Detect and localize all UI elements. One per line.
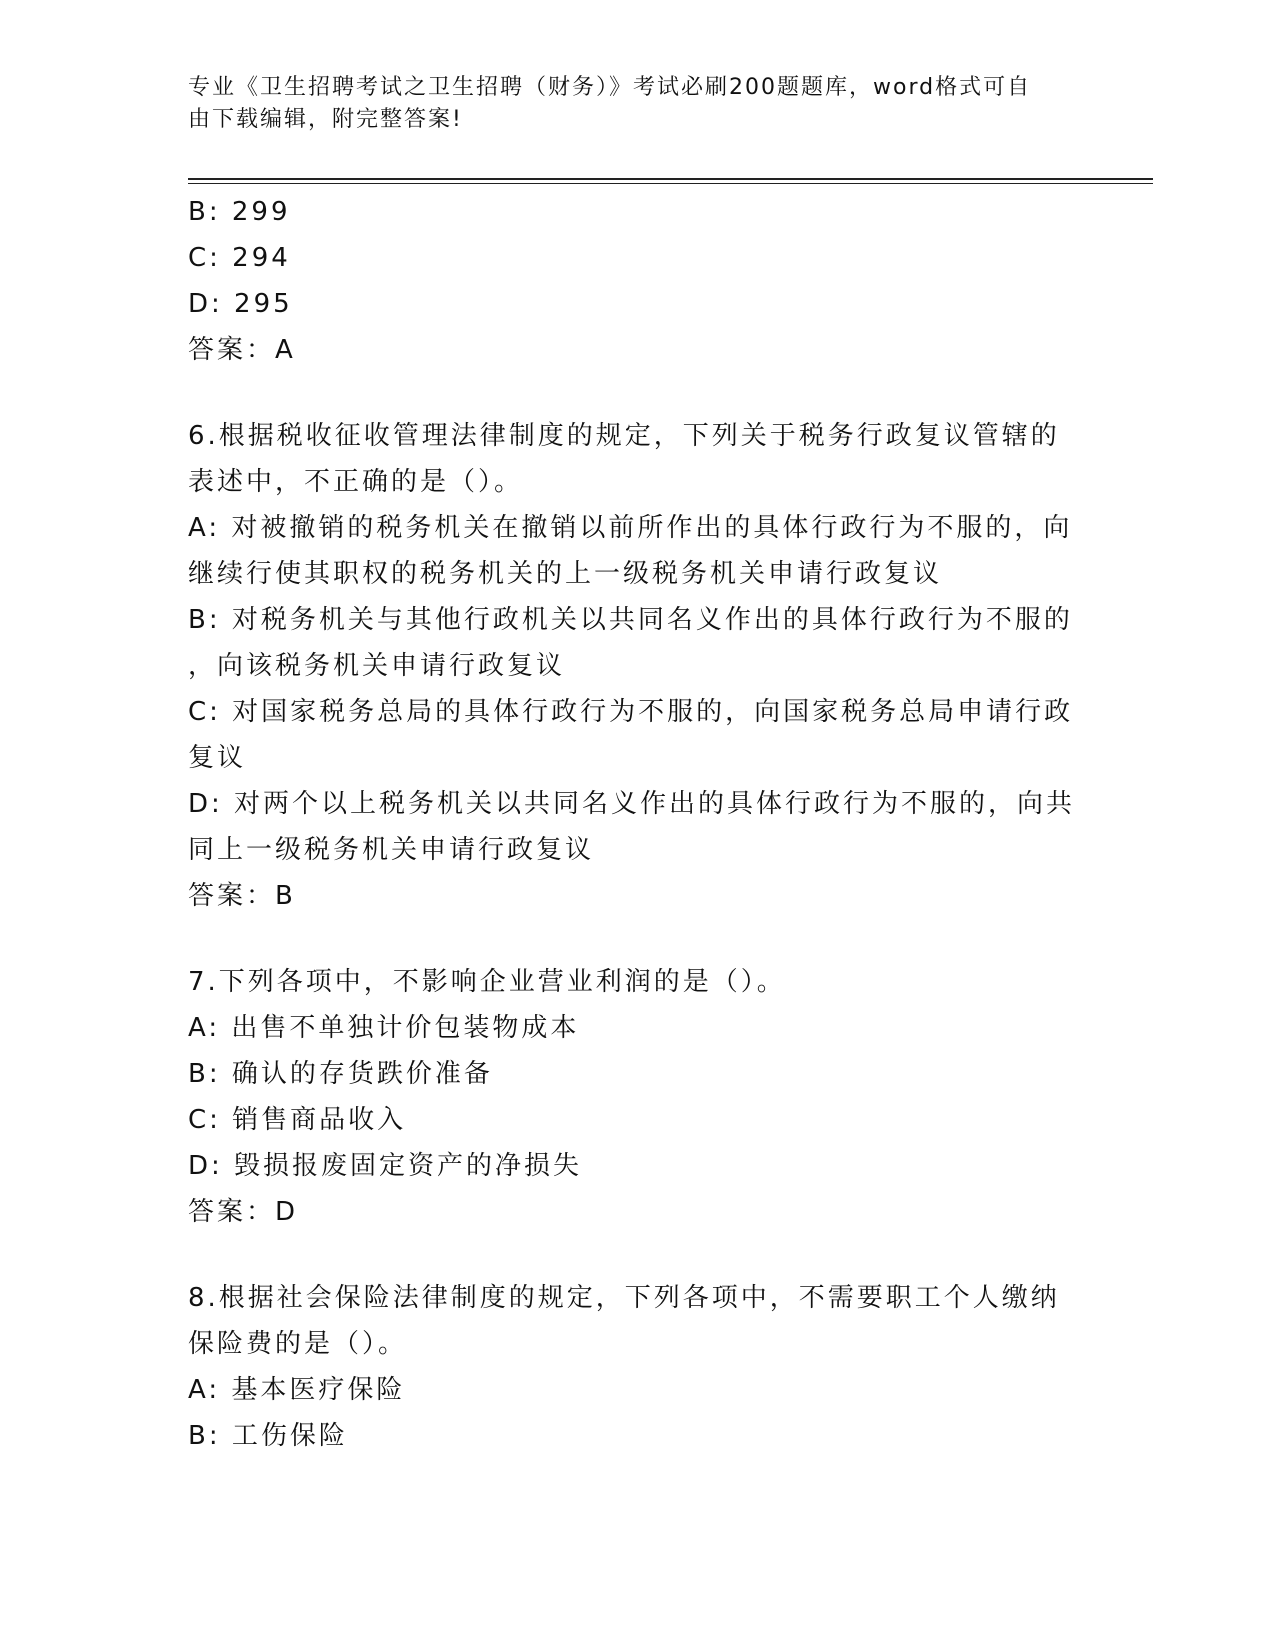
question-8 (188, 1275, 1088, 1459)
question-stem: 保险费的是（）。 (188, 1329, 408, 1359)
option-b-cont: ，向该税务机关申请行政复议 (188, 651, 566, 681)
option-a: A: 出售不单独计价包装物成本 (188, 1013, 580, 1043)
option-b: B: 工伤保险 (188, 1421, 348, 1451)
answer-line: 答案：D (188, 1197, 299, 1227)
option-a-cont: 继续行使其职权的税务机关的上一级税务机关申请行政复议 (188, 559, 943, 589)
page-header (188, 72, 1088, 136)
header-line-2: 由下载编辑，附完整答案! (188, 107, 463, 132)
option-b: B: 对税务机关与其他行政机关以共同名义作出的具体行政行为不服的 (188, 605, 1073, 635)
question-stem: 表述中，不正确的是（）。 (188, 467, 524, 497)
answer-line: 答案：B (188, 881, 296, 911)
question-stem: 6.根据税收征收管理法律制度的规定，下列关于税务行政复议管辖的 (188, 421, 1060, 451)
question-6 (188, 413, 1088, 919)
option-d: D: 295 (188, 289, 293, 319)
question-stem: 7.下列各项中，不影响企业营业利润的是（）。 (188, 967, 786, 997)
option-c: C: 对国家税务总局的具体行政行为不服的，向国家税务总局申请行政 (188, 697, 1074, 727)
option-c: C: 294 (188, 243, 291, 273)
option-b: B: 299 (188, 197, 291, 227)
option-d-cont: 同上一级税务机关申请行政复议 (188, 835, 595, 865)
option-a: A: 基本医疗保险 (188, 1375, 406, 1405)
option-c-cont: 复议 (188, 743, 247, 773)
question-content (188, 189, 1088, 1459)
answer-line: 答案：A (188, 335, 296, 365)
option-b: B: 确认的存货跌价准备 (188, 1059, 493, 1089)
option-d: D: 对两个以上税务机关以共同名义作出的具体行政行为不服的，向共 (188, 789, 1076, 819)
header-divider (188, 178, 1153, 184)
option-a: A: 对被撤销的税务机关在撤销以前所作出的具体行政行为不服的，向 (188, 513, 1073, 543)
header-line-1: 专业《卫生招聘考试之卫生招聘（财务）》考试必刷200题题库，word格式可自 (188, 75, 1032, 100)
option-c: C: 销售商品收入 (188, 1105, 407, 1135)
option-d: D: 毁损报废固定资产的净损失 (188, 1151, 583, 1181)
question-5-tail (188, 189, 1088, 373)
question-7 (188, 959, 1088, 1235)
question-stem: 8.根据社会保险法律制度的规定，下列各项中，不需要职工个人缴纳 (188, 1283, 1060, 1313)
